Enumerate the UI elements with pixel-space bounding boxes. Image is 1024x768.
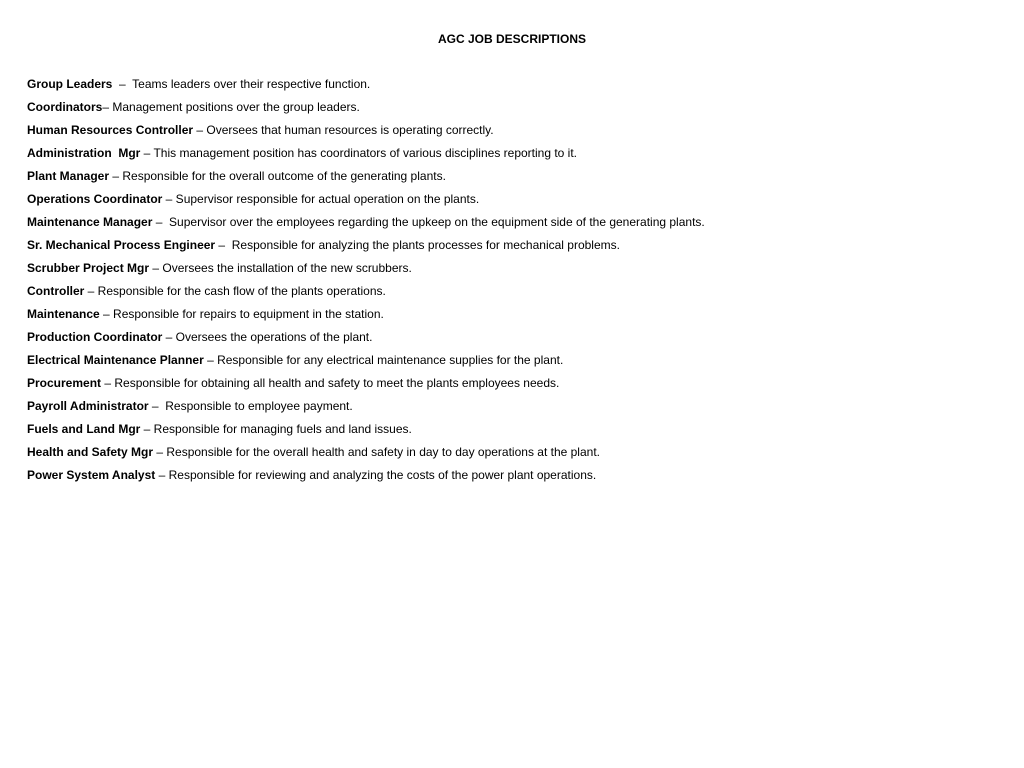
job-description: – Responsible for analyzing the plants processes for mechanical problems.	[215, 238, 620, 252]
job-description: – Supervisor over the employees regarding the upkeep on the equipment side of the generating plants.	[152, 215, 705, 229]
job-title: Controller	[27, 284, 85, 298]
job-description: – Responsible for the cash flow of the plants operations.	[84, 284, 386, 298]
job-entry-plant-manager	[27, 168, 1004, 191]
job-title: Coordinators	[27, 100, 103, 114]
job-description: – Responsible for the overall health and safety in day to day operations at the plant.	[153, 445, 600, 459]
job-title: Maintenance Manager	[27, 215, 153, 229]
job-description: – Supervisor responsible for actual operation on the plants.	[162, 192, 480, 206]
job-title: Scrubber Project Mgr	[27, 261, 150, 275]
job-description: – Management positions over the group leaders.	[102, 100, 360, 114]
job-description: – Responsible for managing fuels and land issues.	[140, 422, 412, 436]
job-description: – Oversees the installation of the new scrubbers.	[149, 261, 412, 275]
job-entry-group-leaders	[27, 76, 1004, 99]
job-entry-electrical-maintenance-planner	[27, 352, 1004, 375]
job-description: – Responsible for repairs to equipment in the station.	[99, 307, 384, 321]
job-title: Payroll Administrator	[27, 399, 149, 413]
job-description: – Responsible for the overall outcome of the generating plants.	[109, 169, 446, 183]
job-title: Power System Analyst	[27, 468, 156, 482]
job-title: Administration Mgr	[27, 146, 141, 160]
job-title: Human Resources Controller	[27, 123, 194, 137]
job-entry-maintenance-manager	[27, 214, 1004, 237]
job-title: Maintenance	[27, 307, 100, 321]
job-entry-fuels-and-land-mgr	[27, 421, 1004, 444]
job-title: Procurement	[27, 376, 102, 390]
job-entry-sr-mechanical-process-engineer	[27, 237, 1004, 260]
job-description: – Responsible to employee payment.	[148, 399, 353, 413]
job-entry-health-and-safety-mgr	[27, 444, 1004, 467]
job-description: – Responsible for any electrical maintenance supplies for the plant.	[203, 353, 564, 367]
job-title: Electrical Maintenance Planner	[27, 353, 204, 367]
job-entry-human-resources-controller	[27, 122, 1004, 145]
job-entry-power-system-analyst	[27, 467, 1004, 490]
job-description: – Oversees that human resources is operating correctly.	[193, 123, 494, 137]
job-title: Health and Safety Mgr	[27, 445, 154, 459]
job-entry-payroll-administrator	[27, 398, 1004, 421]
job-entry-administration-mgr	[27, 145, 1004, 168]
document-title: AGC JOB DESCRIPTIONS	[437, 32, 587, 46]
job-title: Production Coordinator	[27, 330, 163, 344]
job-entry-controller	[27, 283, 1004, 306]
job-title: Group Leaders	[27, 77, 113, 91]
job-description: – Oversees the operations of the plant.	[162, 330, 373, 344]
job-description: – This management position has coordinators of various disciplines reporting to it.	[140, 146, 578, 160]
job-entry-production-coordinator	[27, 329, 1004, 352]
job-description: – Responsible for reviewing and analyzing the costs of the power plant operations.	[155, 468, 597, 482]
job-title: Plant Manager	[27, 169, 110, 183]
job-entry-maintenance	[27, 306, 1004, 329]
job-title: Operations Coordinator	[27, 192, 163, 206]
job-title: Sr. Mechanical Process Engineer	[27, 238, 216, 252]
job-description-list	[27, 76, 1004, 490]
job-entry-operations-coordinator	[27, 191, 1004, 214]
job-entry-scrubber-project-mgr	[27, 260, 1004, 283]
job-entry-procurement	[27, 375, 1004, 398]
job-title: Fuels and Land Mgr	[27, 422, 141, 436]
job-entry-coordinators	[27, 99, 1004, 122]
job-description: – Teams leaders over their respective function.	[112, 77, 371, 91]
job-description: – Responsible for obtaining all health and safety to meet the plants employees needs.	[101, 376, 560, 390]
